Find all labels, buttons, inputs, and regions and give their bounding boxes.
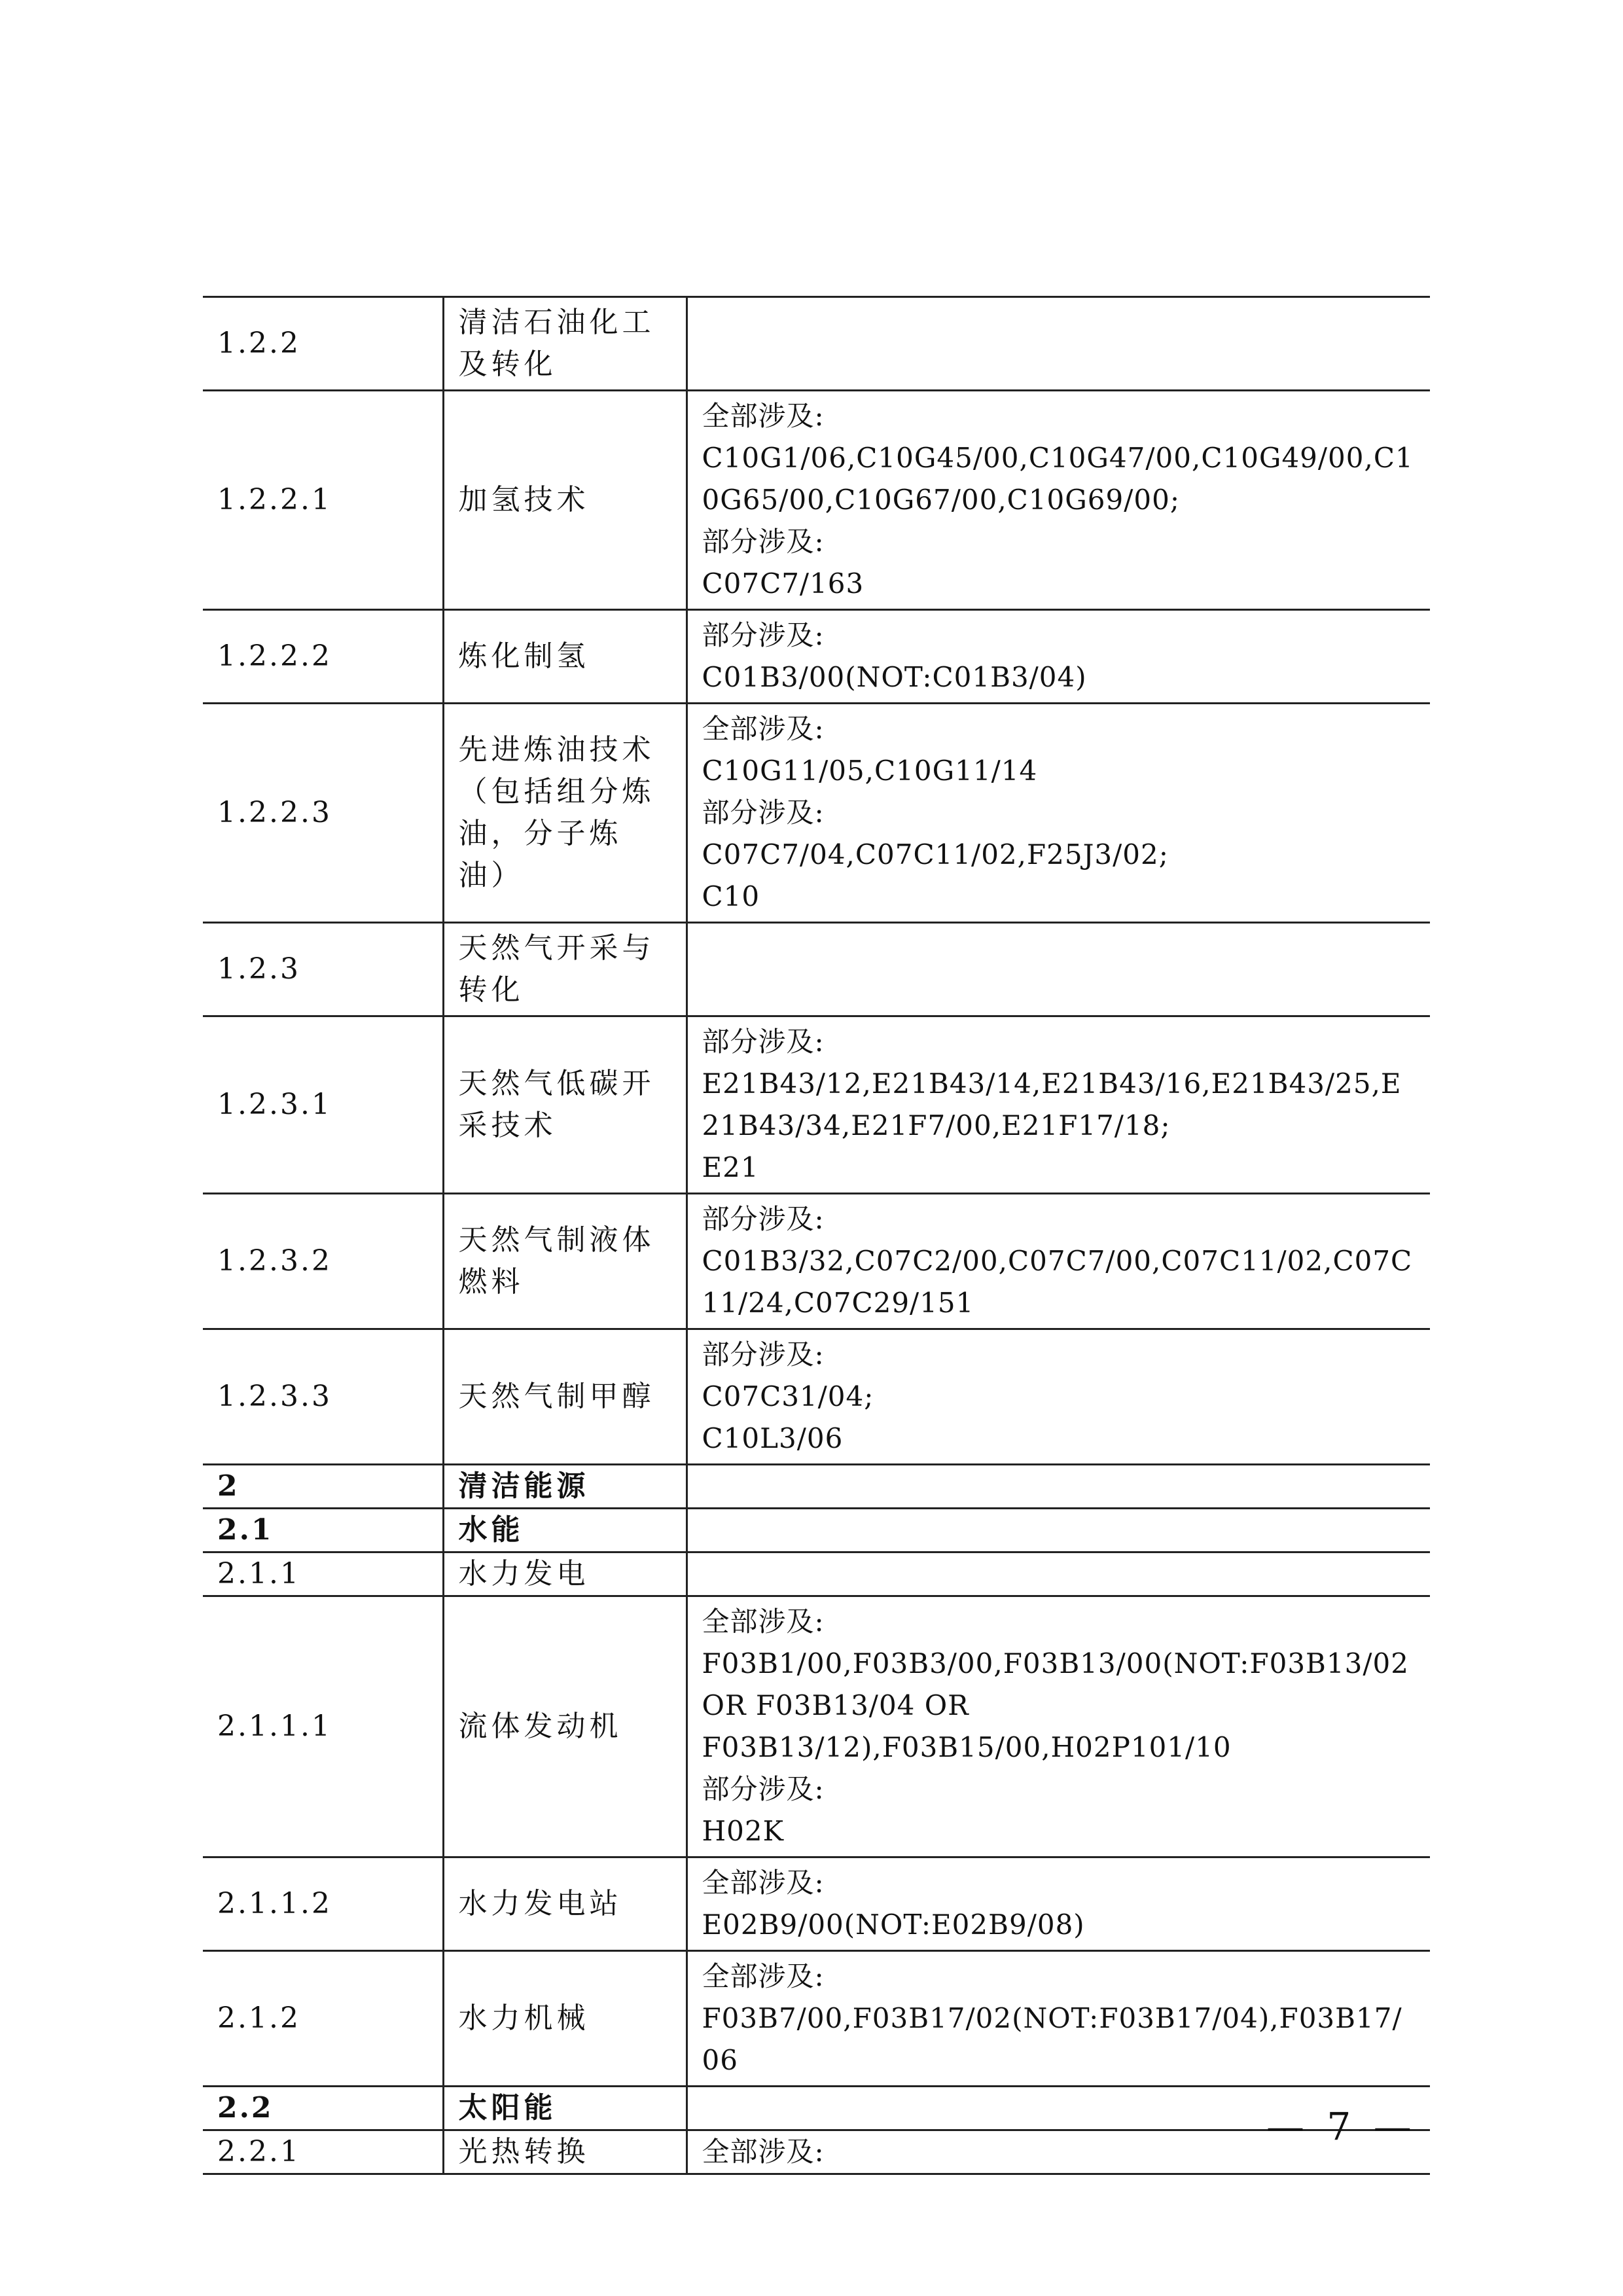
row-codes: 部分涉及: C01B3/00(NOT:C01B3/04): [687, 610, 1430, 704]
table-row: [203, 1509, 1430, 1552]
row-category: 清洁能源: [443, 1465, 687, 1509]
row-codes: [687, 297, 1430, 391]
row-category: 清洁石油化工及转化: [443, 297, 687, 391]
table-row: [203, 704, 1430, 923]
table-row: [203, 1329, 1430, 1465]
row-category: 光热转换: [443, 2130, 687, 2174]
row-number: 2.2.1: [203, 2130, 443, 2174]
row-category: 天然气制甲醇: [443, 1329, 687, 1465]
row-codes: 部分涉及: E21B43/12,E21B43/14,E21B43/16,E21B43/25,E21B43/34,E21F7/00,E21F17/18; E21: [687, 1016, 1430, 1194]
table-row: [203, 1951, 1430, 2087]
row-codes: [687, 1509, 1430, 1552]
table-row: [203, 2087, 1430, 2130]
row-category: 水力机械: [443, 1951, 687, 2087]
row-codes: [687, 923, 1430, 1016]
table-row: [203, 1857, 1430, 1951]
row-category: 天然气低碳开采技术: [443, 1016, 687, 1194]
row-number: 2.1.1.2: [203, 1857, 443, 1951]
table-row: [203, 2130, 1430, 2174]
classification-table: [203, 296, 1430, 2175]
row-category: 水能: [443, 1509, 687, 1552]
row-number: 1.2.3: [203, 923, 443, 1016]
row-number: 1.2.3.1: [203, 1016, 443, 1194]
row-number: 2.1.2: [203, 1951, 443, 2087]
row-category: 流体发动机: [443, 1596, 687, 1857]
row-number: 2.1.1.1: [203, 1596, 443, 1857]
row-category: 炼化制氢: [443, 610, 687, 704]
table-row: [203, 1465, 1430, 1509]
table-row: [203, 1016, 1430, 1194]
page-number: — 7 —: [1266, 2104, 1417, 2149]
row-codes: 部分涉及: C07C31/04; C10L3/06: [687, 1329, 1430, 1465]
row-category: 水力发电站: [443, 1857, 687, 1951]
table-row: [203, 297, 1430, 391]
row-number: 1.2.2: [203, 297, 443, 391]
row-codes: 全部涉及: F03B1/00,F03B3/00,F03B13/00(NOT:F03B13/02 OR F03B13/04 OR F03B13/12),F03B15/00,H02P101/10 部分涉及: H02K: [687, 1596, 1430, 1857]
row-codes: [687, 1552, 1430, 1596]
row-number: 1.2.2.1: [203, 391, 443, 610]
row-codes: 全部涉及: C10G1/06,C10G45/00,C10G47/00,C10G49/00,C10G65/00,C10G67/00,C10G69/00; 部分涉及: C07C7/163: [687, 391, 1430, 610]
row-codes: 全部涉及:: [687, 2130, 1430, 2174]
row-number: 2.1: [203, 1509, 443, 1552]
row-number: 1.2.3.3: [203, 1329, 443, 1465]
row-codes: 部分涉及: C01B3/32,C07C2/00,C07C7/00,C07C11/02,C07C11/24,C07C29/151: [687, 1194, 1430, 1329]
table-row: [203, 610, 1430, 704]
table-row: [203, 1596, 1430, 1857]
row-category: 天然气制液体燃料: [443, 1194, 687, 1329]
table-row: [203, 923, 1430, 1016]
row-number: 1.2.2.3: [203, 704, 443, 923]
row-number: 2.2: [203, 2087, 443, 2130]
row-category: 水力发电: [443, 1552, 687, 1596]
row-category: 天然气开采与转化: [443, 923, 687, 1016]
table-row: [203, 1194, 1430, 1329]
row-category: 先进炼油技术（包括组分炼油，分子炼油）: [443, 704, 687, 923]
row-number: 2: [203, 1465, 443, 1509]
row-number: 2.1.1: [203, 1552, 443, 1596]
row-category: 太阳能: [443, 2087, 687, 2130]
row-codes: 全部涉及: F03B7/00,F03B17/02(NOT:F03B17/04),F03B17/06: [687, 1951, 1430, 2087]
row-number: 1.2.3.2: [203, 1194, 443, 1329]
table-row: [203, 1552, 1430, 1596]
table-row: [203, 391, 1430, 610]
row-codes: [687, 1465, 1430, 1509]
row-codes: 全部涉及: E02B9/00(NOT:E02B9/08): [687, 1857, 1430, 1951]
row-number: 1.2.2.2: [203, 610, 443, 704]
row-category: 加氢技术: [443, 391, 687, 610]
row-codes: 全部涉及: C10G11/05,C10G11/14 部分涉及: C07C7/04,C07C11/02,F25J3/02; C10: [687, 704, 1430, 923]
